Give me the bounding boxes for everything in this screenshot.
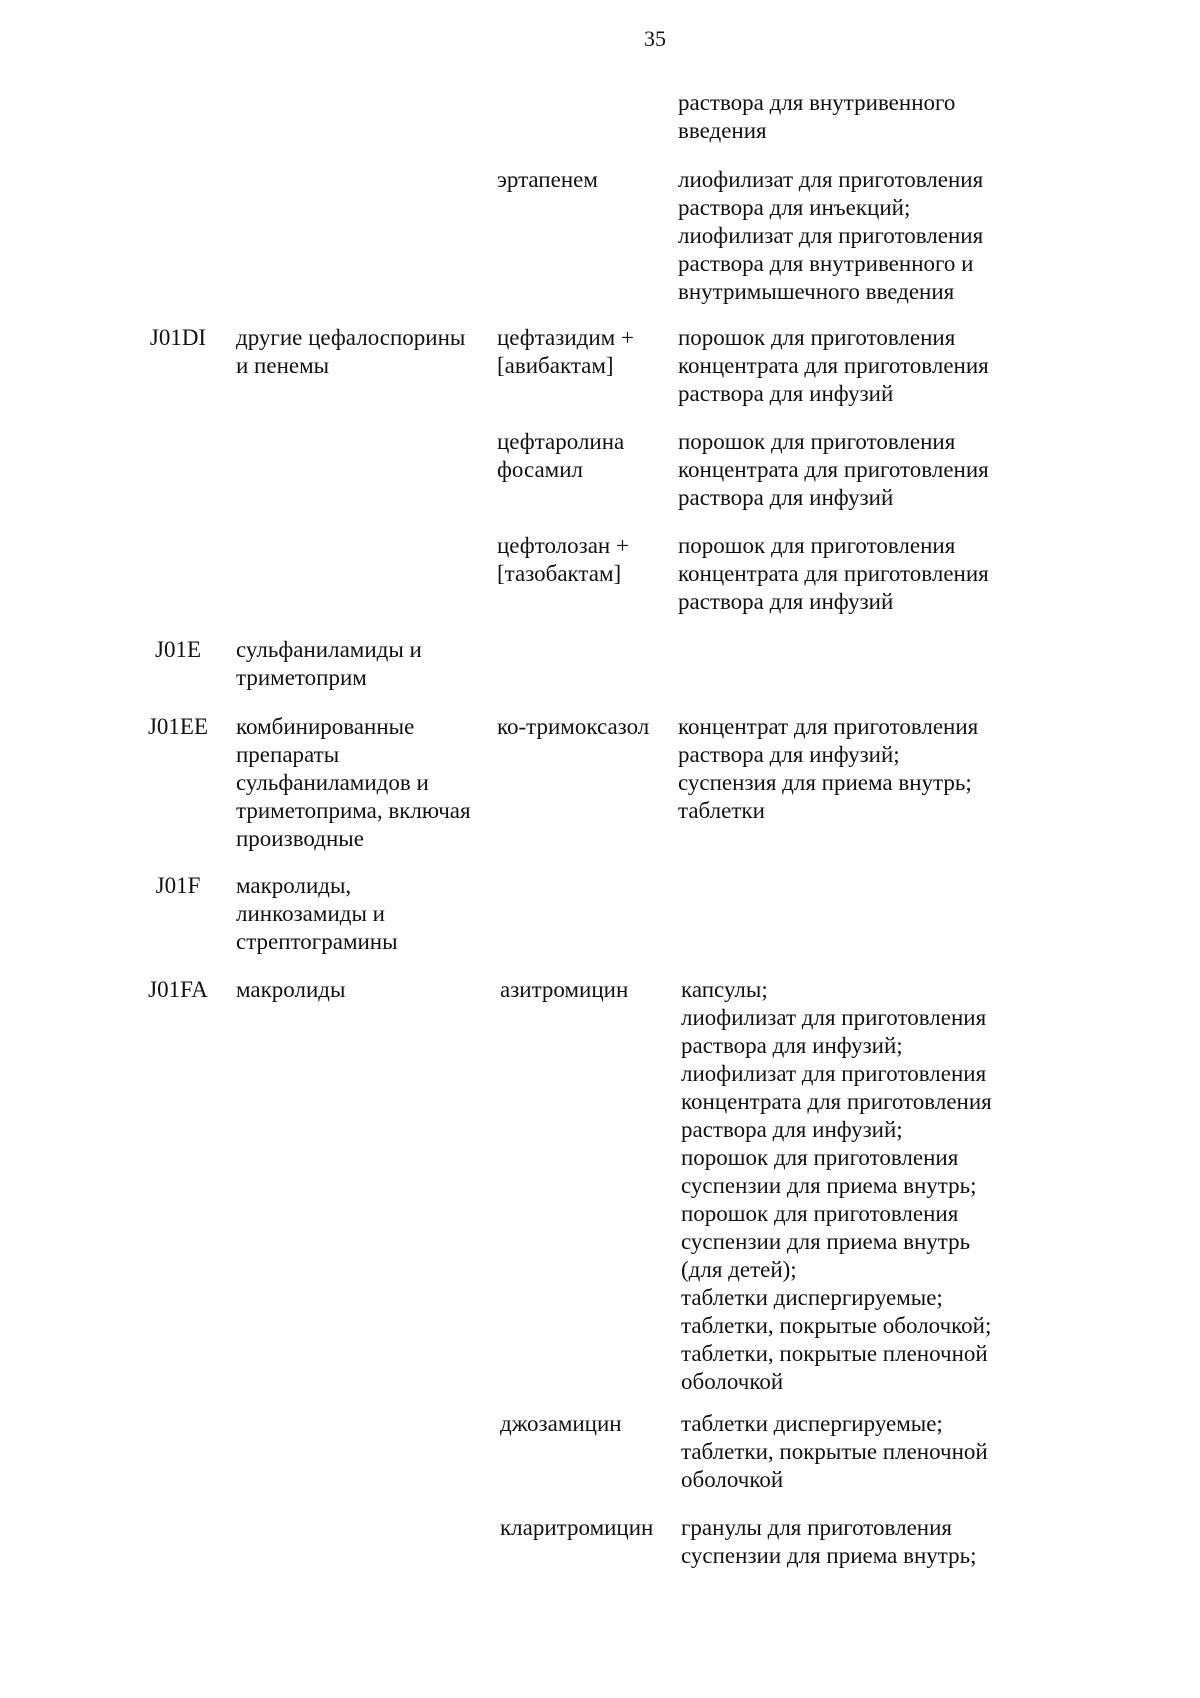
drug-name: цефтолозан + [тазобактам] bbox=[497, 533, 629, 586]
drug-name: цефтаролина фосамил bbox=[497, 429, 625, 482]
page-number: 35 bbox=[644, 26, 666, 51]
group-name: другие цефалоспорины и пенемы bbox=[236, 325, 466, 378]
group-name: макролиды, линкозамиды и стрептограмины bbox=[236, 873, 398, 954]
group-name: сульфаниламиды и триметоприм bbox=[236, 637, 422, 690]
drug-name: кларитромицин bbox=[500, 1515, 654, 1540]
dosage-form: порошок для приготовления концентрата для приготовления раствора для инфузий bbox=[678, 429, 989, 510]
drug-name: джозамицин bbox=[500, 1411, 622, 1436]
dosage-form: концентрат для приготовления раствора для инфузий; суспензия для приема внутрь; таблетки bbox=[678, 714, 979, 823]
dosage-form: гранулы для приготовления суспензии для приема внутрь; bbox=[681, 1515, 977, 1568]
atc-code: J01DI bbox=[149, 325, 207, 350]
atc-code: J01FA bbox=[148, 977, 208, 1002]
group-name: комбинированные препараты сульфаниламидов и триметоприма, включая производные bbox=[236, 714, 471, 851]
dosage-form: таблетки диспергируемые; таблетки, покрытые пленочной оболочкой bbox=[681, 1411, 988, 1492]
drug-name: ко-тримоксазол bbox=[497, 714, 650, 739]
atc-code: J01F bbox=[155, 873, 201, 898]
dosage-form: раствора для внутривенного введения bbox=[678, 90, 956, 143]
drug-name: цефтазидим + [авибактам] bbox=[497, 325, 634, 378]
dosage-form: порошок для приготовления концентрата для приготовления раствора для инфузий bbox=[678, 325, 989, 406]
dosage-form: порошок для приготовления концентрата для приготовления раствора для инфузий bbox=[678, 533, 989, 614]
drug-name: азитромицин bbox=[500, 977, 629, 1002]
dosage-form: капсулы; лиофилизат для приготовления раствора для инфузий; лиофилизат для приготовления концентрата для приготовления раствора для инфузий; порошок для приготовления суспензии для приема внутрь; порошок для приготовления суспензии для приема внутрь (для детей); таблетки диспергируемые; таблетки, покрытые оболочкой; таблетки, покрытые пленочной оболочкой bbox=[681, 977, 992, 1394]
atc-code: J01EE bbox=[147, 714, 209, 739]
drug-name: эртапенем bbox=[497, 167, 598, 192]
group-name: макролиды bbox=[236, 977, 346, 1002]
atc-code: J01E bbox=[155, 637, 201, 662]
dosage-form: лиофилизат для приготовления раствора для инъекций; лиофилизат для приготовления раствора для внутривенного и внутримышечного введения bbox=[678, 167, 984, 304]
